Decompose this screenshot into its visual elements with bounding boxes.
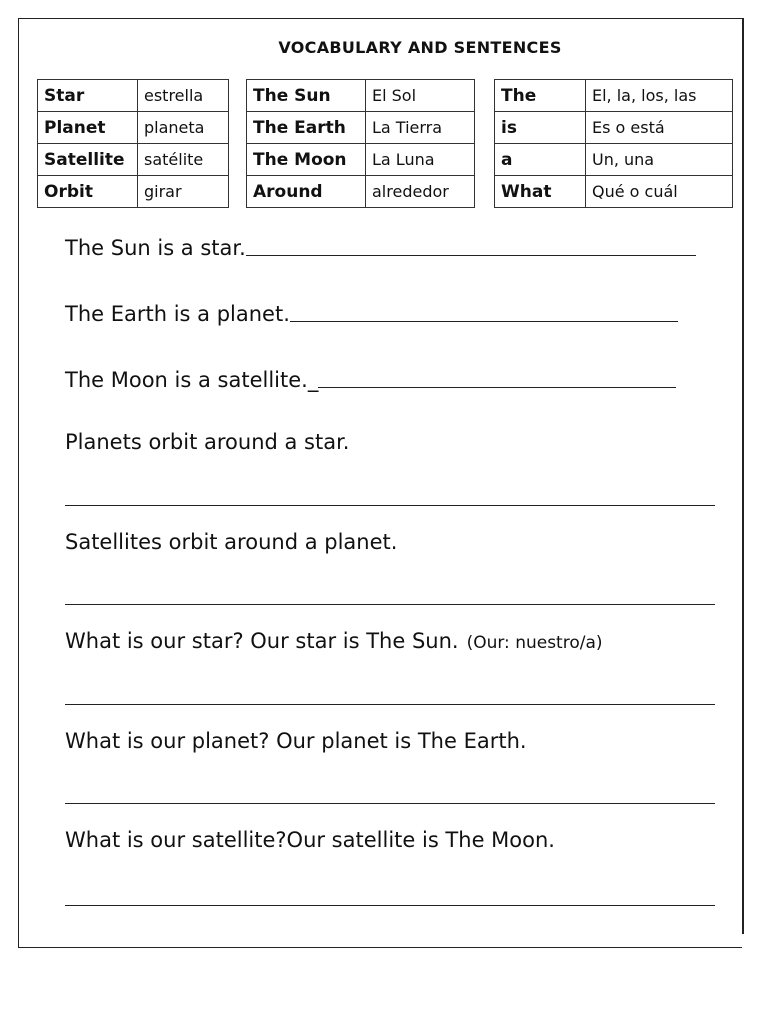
vocab-table-1 — [37, 79, 229, 208]
vocab-row — [495, 176, 733, 208]
spanish-word: alrededor — [366, 176, 475, 208]
answer-line[interactable] — [65, 704, 715, 705]
spanish-word: El Sol — [366, 80, 475, 112]
spanish-word: Qué o cuál — [586, 176, 733, 208]
sentence-text: What is our planet? Our planet is The Earth. — [65, 729, 527, 753]
english-word: Orbit — [38, 176, 138, 208]
vocab-row — [495, 80, 733, 112]
sentence-8 — [65, 828, 555, 852]
sentence-6 — [65, 629, 603, 653]
vocab-table-2 — [246, 79, 475, 208]
english-word: The — [495, 80, 586, 112]
english-word: Star — [38, 80, 138, 112]
translation-note: (Our: nuestro/a) — [466, 633, 603, 653]
spanish-word: estrella — [138, 80, 229, 112]
vocab-row — [38, 144, 229, 176]
english-word: Around — [247, 176, 366, 208]
vocab-row — [247, 144, 475, 176]
vocab-row — [247, 176, 475, 208]
spanish-word: El, la, los, las — [586, 80, 733, 112]
worksheet-right-border — [742, 18, 744, 934]
english-word: What — [495, 176, 586, 208]
sentence-text: The Sun is a star. — [65, 236, 246, 260]
sentence-text: What is our star? Our star is The Sun. — [65, 629, 459, 653]
sentence-7 — [65, 729, 527, 753]
vocab-row — [495, 112, 733, 144]
answer-line[interactable] — [65, 803, 715, 804]
sentence-2 — [65, 302, 678, 326]
sentence-3 — [65, 368, 676, 392]
answer-line[interactable] — [65, 505, 715, 506]
vocab-row — [38, 176, 229, 208]
answer-line[interactable] — [65, 905, 715, 906]
spanish-word: girar — [138, 176, 229, 208]
spanish-word: Un, una — [586, 144, 733, 176]
vocab-table-3 — [494, 79, 733, 208]
answer-blank[interactable] — [246, 254, 696, 256]
vocab-row — [38, 80, 229, 112]
sentence-1 — [65, 236, 696, 260]
english-word: a — [495, 144, 586, 176]
vocab-row — [495, 144, 733, 176]
spanish-word: planeta — [138, 112, 229, 144]
spanish-word: satélite — [138, 144, 229, 176]
vocab-row — [247, 80, 475, 112]
sentence-5 — [65, 530, 397, 554]
vocab-row — [38, 112, 229, 144]
english-word: The Sun — [247, 80, 366, 112]
english-word: The Moon — [247, 144, 366, 176]
english-word: is — [495, 112, 586, 144]
english-word: Satellite — [38, 144, 138, 176]
spanish-word: La Tierra — [366, 112, 475, 144]
vocab-row — [247, 112, 475, 144]
english-word: Planet — [38, 112, 138, 144]
sentence-text: Satellites orbit around a planet. — [65, 530, 398, 554]
answer-blank[interactable] — [318, 386, 676, 388]
answer-blank[interactable] — [290, 320, 678, 322]
sentence-4 — [65, 430, 349, 454]
spanish-word: La Luna — [366, 144, 475, 176]
spanish-word: Es o está — [586, 112, 733, 144]
sentence-text: What is our satellite?Our satellite is The Moon. — [65, 828, 555, 852]
sentence-text: The Moon is a satellite._ — [65, 368, 319, 392]
english-word: The Earth — [247, 112, 366, 144]
page-title: VOCABULARY AND SENTENCES — [278, 38, 562, 57]
sentence-text: The Earth is a planet. — [65, 302, 290, 326]
sentence-text: Planets orbit around a star. — [65, 430, 350, 454]
answer-line[interactable] — [65, 604, 715, 605]
